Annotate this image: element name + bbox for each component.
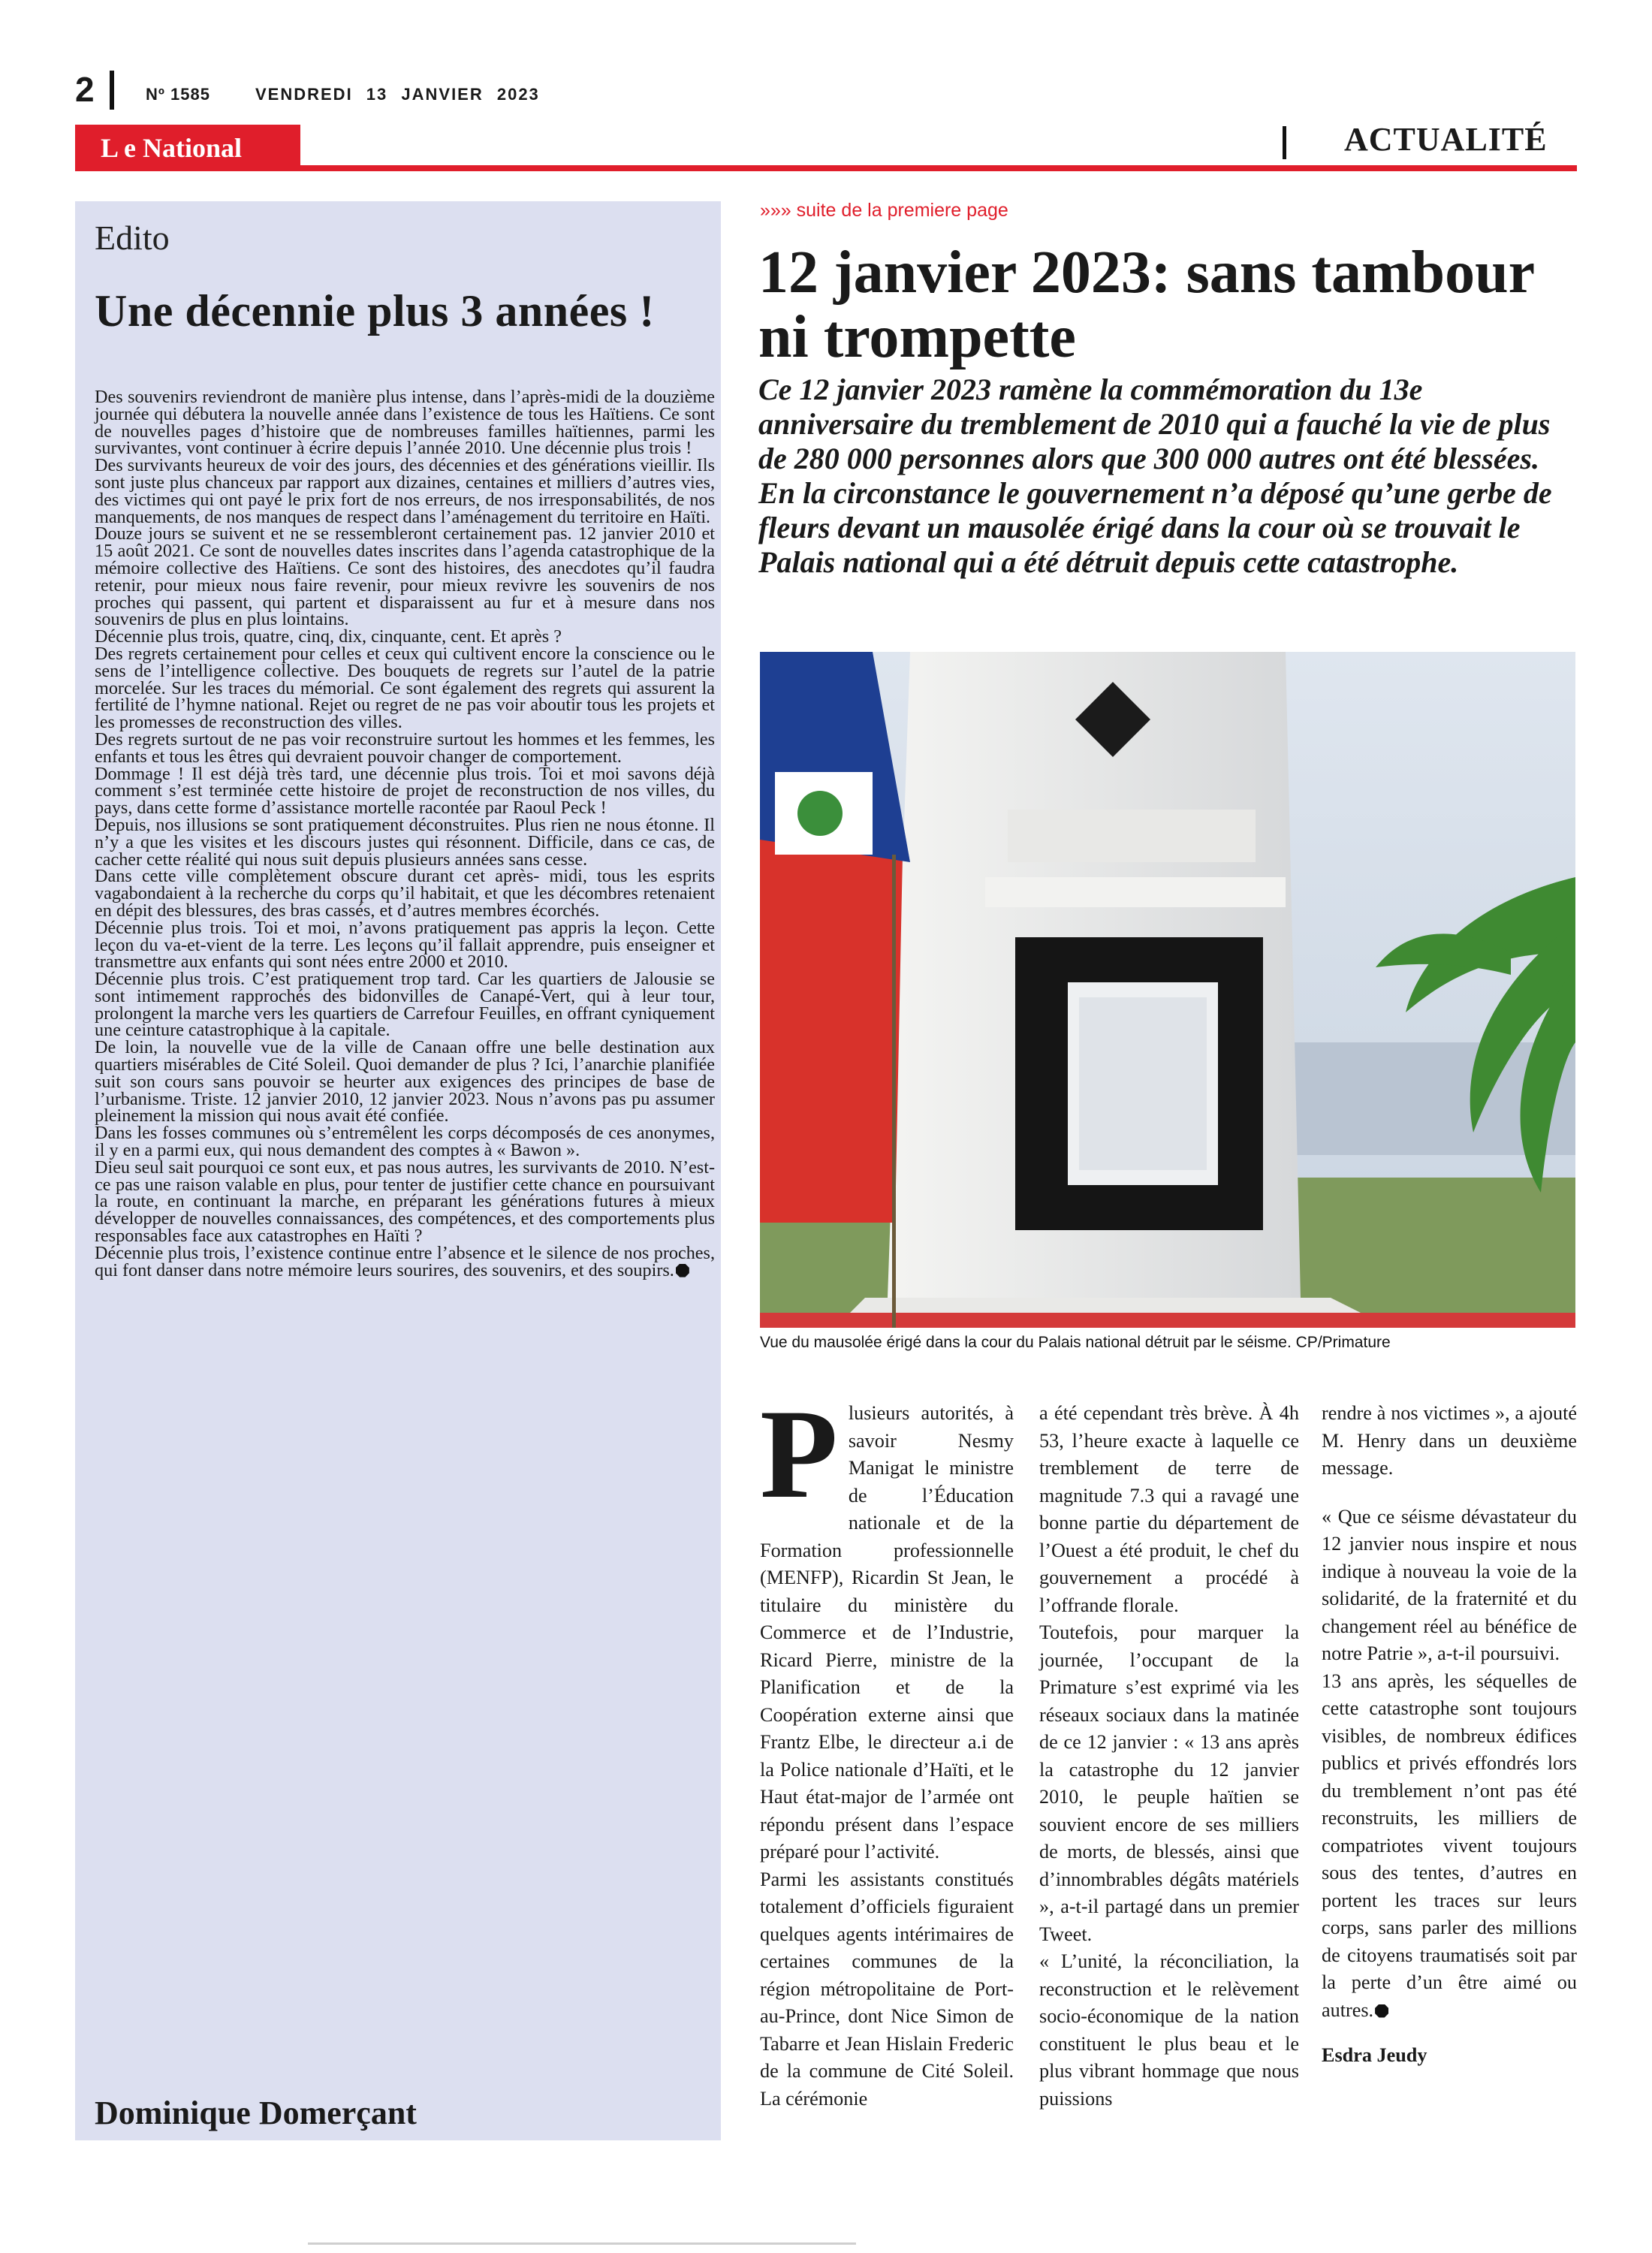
- mausoleum-illustration: [760, 652, 1575, 1328]
- edito-paragraph: Décennie plus trois. Toi et moi, n’avons pratiquement pas appris la leçon. Cette leçon du va-et-vient de la terre. Les leçons qu’il fallait apprendre, puis enseigner et transmettre aux enfants qui sont nées entre 2000 et 2010.: [95, 917, 715, 973]
- edito-author: Dominique Domerçant: [95, 2095, 417, 2131]
- edito-paragraph-text: Décennie plus trois, l’existence continue entre l’absence et le silence de nos proches, qui font danser dans notre mémoire leurs sourires, des souvenirs, et des soupirs.: [95, 1242, 715, 1280]
- article-paragraph-text: 13 ans après, les séquelles de cette catastrophe sont toujours visibles, de nombreux édifices publics et privés effondrés lors du tremblement n’ont pas été reconstruits, les milliers de compatriotes vivent toujours sous des tentes, d’autres en portent les traces sur leurs corps, sans parler des millions de citoyens traumatisés soit par la perte d’un être aimé ou autres.: [1322, 1669, 1577, 2021]
- edito-body: [95, 389, 715, 1279]
- article-paragraph: Parmi les assistants constitués totalement d’officiels figuraient quelques agents intérimaires de certaines communes de la région métropolitaine de Port-au-Prince, dont Nice Simon de Tabarre et Jean Hislain Frederic de la commune de Cité Soleil. La cérémonie: [760, 1868, 1014, 2110]
- article-author: Esdra Jeudy: [1322, 2044, 1427, 2066]
- edito-paragraph: De loin, la nouvelle vue de la ville de Canaan offre une belle destination aux quartiers misérables de Cité Soleil. Quoi demander de plus ? Ici, l’anarchie planifiée suit son cours sans pouvoir se heurter aux exigences des principes de base de l’urbanisme. Triste. 12 janvier 2010, 12 janvier 2023. Nous n’avons pas pu assumer pleinement la mission qui nous avait été confiée.: [95, 1037, 715, 1126]
- edito-paragraph: Décennie plus trois. C’est pratiquement trop tard. Car les quartiers de Jalousie se sont intimement rapprochés des bidonvilles de Canapé-Vert, qui à leur tour, prolongent la marche vers les quartiers de Carrefour Feuilles, en offrant cyniquement une ceinture catastrophique à la capitale.: [95, 969, 715, 1041]
- article-paragraph: Toutefois, pour marquer la journée, l’occupant de la Primature s’est exprimé via les réseaux sociaux dans la matinée de ce 12 janvier : « 13 ans après la catastrophe du 12 janvier 2010, le peuple haïtien se souvient encore de ses milliers de morts, de blessés, ainsi que d’innombrables dégâts matériels », a-t-il partagé dans un premier Tweet.: [1039, 1621, 1299, 1945]
- footer-rule: [308, 2242, 856, 2245]
- section-divider: [1283, 126, 1286, 159]
- article-column-3: [1322, 1400, 1577, 2070]
- edito-paragraph: Dans les fosses communes où s’entremêlent les corps décomposés de ces anonymes, il y en a parmi eux, qui nous demandent des comptes à « Bawon ».: [95, 1123, 715, 1161]
- issue-date: VENDREDI 13 JANVIER 2023: [255, 85, 540, 104]
- edito-paragraph-last: [95, 1242, 715, 1280]
- article-paragraph: lusieurs autorités, à savoir Nesmy Manigat le ministre de l’Éducation nationale et de la Formation professionnelle (MENFP), Ricardin St Jean, le titulaire du ministère du Commerce et de l’Industrie, Ricard Pierre, ministre de la Planification et de la Coopération externe ainsi que Frantz Elbe, le directeur a.i de la Police nationale d’Haïti, et le Haut état-major de l’armée ont répondu présent dans l’espace préparé pour l’activité.: [760, 1402, 1014, 1862]
- article-column-1: [760, 1383, 1014, 2113]
- brand-name: L e National: [101, 133, 243, 163]
- edito-paragraph: Dieu seul sait pourquoi ce sont eux, et pas nous autres, les survivants de 2010. N’est-ce pas une raison valable en plus, pour tenter de justifier cette chance en poursuivant la route, en continuant la marche, en préparant les générations futures à mieux développer de nouvelles connaissances, des compétences, et des comportements plus responsables face aux catastrophes en Haïti ?: [95, 1157, 715, 1247]
- edito-paragraph: Douze jours se suivent et ne se ressembleront certainement pas. 12 janvier 2010 et 15 août 2021. Ce sont de nouvelles dates inscrites dans l’agenda catastrophique de la mémoire collective des Haïtiens. Ce sont des histoires, des anecdotes qu’il faudra retenir, pour mieux nous faire revenir, pour mieux revivre les souvenirs de nos proches qui passent, qui partent et disparaissent au fur et à mesure dans nos souvenirs de plus en plus lointains.: [95, 523, 715, 630]
- end-mark-icon: [676, 1264, 689, 1277]
- edito-title: Une décennie plus 3 années !: [95, 286, 655, 336]
- page-number: 2: [75, 70, 95, 109]
- edito-paragraph: Depuis, nos illusions se sont pratiquement déconstruites. Plus rien ne nous étonne. Il n’y a que les visites et les discours justes qui résonnent. Difficile, dans ce cas, de cacher cette réalité qui nous suit depuis plusieurs années sans cesse.: [95, 814, 715, 870]
- article-headline: 12 janvier 2023: sans tambour ni trompette: [758, 240, 1534, 370]
- end-mark-icon: [1375, 2004, 1388, 2018]
- edito-label: Edito: [95, 219, 170, 257]
- edito-paragraph: Des regrets certainement pour celles et ceux qui cultivent encore la conscience ou le sens de l’intelligence collective. Des bouquets de regrets sur l’autel de la patrie morcelée. Sur les traces du mémorial. Ce sont également des regrets qui assurent la fertilité de l’hymne national. Rejet ou regret de ne pas voir aboutir tous les projets et les promesses de reconstruction des villes.: [95, 643, 715, 733]
- edito-paragraph: Décennie plus trois, quatre, cinq, dix, cinquante, cent. Et après ?: [95, 626, 562, 647]
- edito-paragraph: Des souvenirs reviendront de manière plus intense, dans l’après-midi de la douzième journée qui débutera la nouvelle année dans l’existence de tous les Haïtiens. Ce sont de nouvelles pages d’histoire que de nombreuses familles haïtiennes, parmi les survivantes, vont continuer à écrire depuis l’année 2010. Une décennie plus trois !: [95, 387, 715, 459]
- section-title: ACTUALITÉ: [1344, 121, 1548, 158]
- article-paragraph-last: [1322, 1668, 1577, 2025]
- edito-paragraph: Des regrets surtout de ne pas voir reconstruire surtout les hommes et les femmes, les enfants et tous les êtres qui devraient pouvoir changer de comportement.: [95, 728, 715, 767]
- article-standfirst: Ce 12 janvier 2023 ramène la commémoration du 13e anniversaire du tremblement de 2010 qui a fauché la vie de plus de 280 000 personnes alors que 300 000 autres ont été blessées. En la circonstance le gouvernement n’a déposé qu’une gerbe de fleurs devant un mausolée érigé dans la cour où se trouvait le Palais national qui a été détruit depuis cette catastrophe.: [758, 372, 1552, 579]
- mausoleum-photo: [760, 652, 1575, 1328]
- edito-paragraph: Dommage ! Il est déjà très tard, une décennie plus trois. Toi et moi savons déjà comment s’est terminée cette histoire de projet de reconstruction de nos villes, du pays, dans cette forme d’assistance mortelle racontée par Raoul Peck !: [95, 763, 715, 819]
- header-rule: [75, 165, 1577, 171]
- edito-paragraph: Des survivants heureux de voir des jours, des décennies et des générations vieillir. Ils sont juste plus chanceux par rapport aux dizaines, centaines et milliers d’autres vies, des victimes qui ont payé le prix fort de nos erreurs, de nos irresponsabilités, de nos manquements, de nos manques de respect dans l’aménagement du territoire en Haïti.: [95, 455, 715, 527]
- page-number-divider: [110, 71, 114, 110]
- continued-from-link[interactable]: »»» suite de la premiere page: [760, 200, 1008, 221]
- article-paragraph: a été cependant très brève. À 4h 53, l’heure exacte à laquelle ce tremblement de terre de magnitude 7.3 qui a ravagé une bonne partie du département de l’Ouest a été produit, le chef du gouvernement a procédé à l’offrande florale.: [1039, 1402, 1299, 1616]
- edito-paragraph: Dans cette ville complètement obscure durant cet après- midi, tous les esprits vagabondaient à la recherche du corps qu’il habitait, et que les décombres retenaient en dépit des blessures, des bras cassés, et d’autres membres écorchés.: [95, 866, 715, 921]
- article-column-2: [1039, 1400, 1299, 2113]
- photo-caption: Vue du mausolée érigé dans la cour du Palais national détruit par le séisme. CP/Primature: [760, 1334, 1391, 1351]
- article-paragraph: « L’unité, la réconciliation, la reconstruction et le relèvement socio-économique de la nation constituent le plus beau et le plus vibrant hommage que nous puissions: [1039, 1950, 1299, 2110]
- article-paragraph: rendre à nos victimes », a ajouté M. Henry dans un deuxième message.: [1322, 1402, 1577, 1479]
- article-paragraph: « Que ce séisme dévastateur du 12 janvier nous inspire et nous indique à nouveau la voie de la solidarité, de la fraternité et du changement réel au bénéfice de notre Patrie », a-t-il poursuivi.: [1322, 1505, 1577, 1664]
- drop-cap: P: [760, 1383, 838, 1525]
- issue-number: Nº 1585: [146, 85, 210, 104]
